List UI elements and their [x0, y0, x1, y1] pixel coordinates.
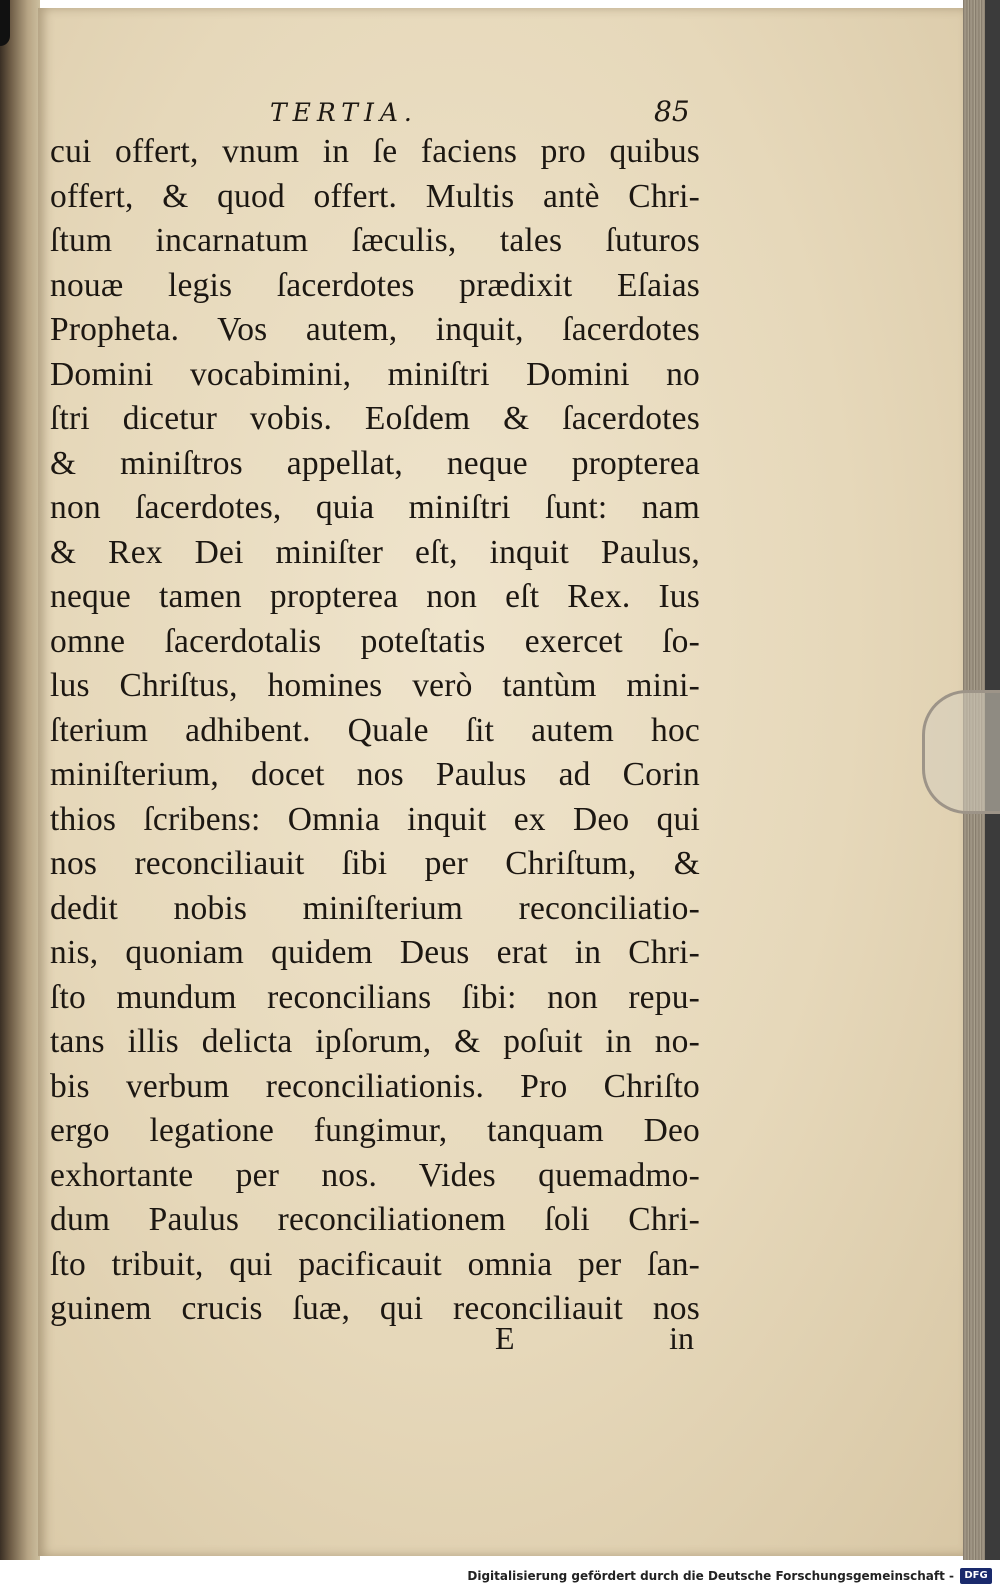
text-line: offert, & quod offert. Multis antè Chri- [50, 177, 700, 215]
adjacent-page-bleed-through [8, 160, 34, 1420]
text-line: Domini vocabimini, miniſtri Domini no [50, 355, 700, 393]
dfg-logo-icon: DFG [960, 1568, 992, 1584]
text-line: bis verbum reconciliationis. Pro Chriſto [50, 1067, 700, 1105]
text-line: nouæ legis ſacerdotes prædixit Eſaias [50, 266, 700, 304]
signature-mark: E [495, 1320, 515, 1356]
text-line: ſterium adhibent. Quale ſit autem hoc [50, 711, 700, 749]
text-line: & miniſtros appellat, neque propterea [50, 444, 700, 482]
footer-bar [0, 1560, 1000, 1595]
text-line: omne ſacerdotalis poteſtatis exercet ſo- [50, 622, 700, 660]
catchword-row [50, 1320, 700, 1360]
text-line: dedit nobis miniſterium reconciliatio- [50, 889, 700, 927]
text-line: miniſterium, docet nos Paulus ad Corin [50, 756, 700, 793]
text-line: ſto mundum reconcilians ſibi: non repu- [50, 978, 700, 1016]
text-line: tans illis delicta ipſorum, & poſuit in no- [50, 1023, 700, 1060]
binding-mark [0, 0, 10, 46]
clasp-shadow [922, 690, 1000, 814]
text-line: non ſacerdotes, quia miniſtri ſunt: nam [50, 489, 700, 526]
text-line: ergo legatione fungimur, tanquam Deo [50, 1112, 700, 1149]
body-text [50, 130, 700, 1332]
text-line: lus Chriſtus, homines verò tantùm mini- [50, 667, 700, 704]
catchword: in [669, 1320, 694, 1356]
text-line: thios ſcribens: Omnia inquit ex Deo qui [50, 800, 700, 838]
text-line: nis, quoniam quidem Deus erat in Chri- [50, 934, 700, 971]
text-line: & Rex Dei miniſter eſt, inquit Paulus, [50, 533, 700, 571]
running-head: TERTIA. [270, 98, 418, 127]
text-line: ſto tribuit, qui pacificauit omnia per ſan- [50, 1245, 700, 1283]
text-line: dum Paulus reconciliationem ſoli Chri- [50, 1201, 700, 1238]
text-line: guinem crucis ſuæ, qui reconciliauit nos [50, 1290, 700, 1327]
text-line: ſtum incarnatum ſæculis, tales ſuturos [50, 222, 700, 259]
funding-credit: Digitalisierung gefördert durch die Deutsche Forschungsgemeinschaft - [467, 1569, 954, 1583]
text-line: exhortante per nos. Vides quemadmo- [50, 1156, 700, 1194]
text-line: ſtri dicetur vobis. Eoſdem & ſacerdotes [50, 400, 700, 437]
text-line: neque tamen propterea non eſt Rex. Ius [50, 578, 700, 615]
text-line: nos reconciliauit ſibi per Chriſtum, & [50, 845, 700, 882]
text-line: Propheta. Vos autem, inquit, ſacerdotes [50, 311, 700, 348]
text-line: cui offert, vnum in ſe faciens pro quibus [50, 133, 700, 170]
page-number: 85 [654, 95, 690, 128]
